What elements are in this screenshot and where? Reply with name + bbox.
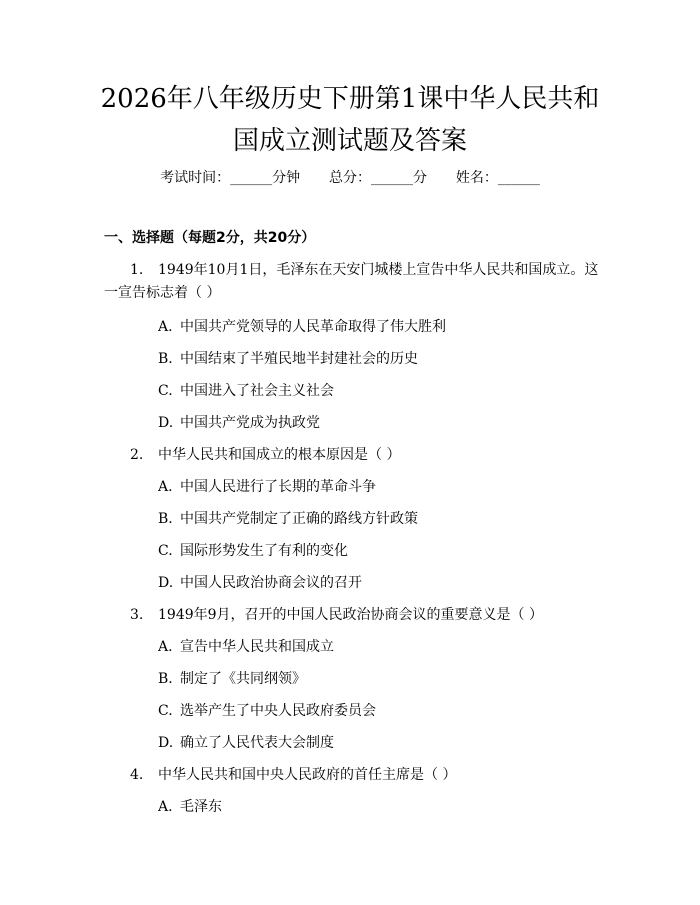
question-1-option-d xyxy=(158,412,320,434)
option-letter: C. xyxy=(158,383,173,399)
option-text: 制定了《共同纲领》 xyxy=(180,671,306,687)
option-letter: A. xyxy=(158,639,173,655)
document-title xyxy=(60,78,640,162)
option-text: 毛泽东 xyxy=(180,799,222,815)
option-text: 中国共产党成为执政党 xyxy=(180,415,320,431)
option-text: 宣告中华人民共和国成立 xyxy=(180,639,334,655)
exam-info-line xyxy=(0,168,700,188)
option-text: 选举产生了中央人民政府委员会 xyxy=(180,703,376,719)
question-2-option-b xyxy=(158,508,418,530)
option-letter: A. xyxy=(158,479,173,495)
option-letter: D. xyxy=(158,415,174,431)
question-text: 1949年9月，召开的中国人民政治协商会议的重要意义是（ ） xyxy=(158,607,543,623)
student-name-label: 姓名：______ xyxy=(455,170,540,186)
question-text: 中华人民共和国中央人民政府的首任主席是（ ） xyxy=(158,767,457,783)
question-number: 3. xyxy=(130,607,144,623)
option-text: 中国结束了半殖民地半封建社会的历史 xyxy=(180,351,418,367)
question-text: 1949年10月1日，毛泽东在天安门城楼上宣告中华人民共和国成立。这 xyxy=(158,262,599,278)
title-line-1: 2026年八年级历史下册第1课中华人民共和 xyxy=(100,84,600,114)
question-text: 中华人民共和国成立的根本原因是（ ） xyxy=(158,447,401,463)
option-text: 中国进入了社会主义社会 xyxy=(180,383,334,399)
question-3-option-b xyxy=(158,668,306,690)
option-text: 中国人民政治协商会议的召开 xyxy=(180,575,362,591)
option-letter: B. xyxy=(158,511,173,527)
question-number: 1. xyxy=(130,262,144,278)
title-line-2: 国成立测试题及答案 xyxy=(232,126,467,156)
question-1-option-b xyxy=(158,348,418,370)
option-letter: B. xyxy=(158,671,173,687)
question-1-continuation: 一宣告标志着（ ） xyxy=(104,285,221,301)
option-text: 中国人民进行了长期的革命斗争 xyxy=(180,479,376,495)
option-text: 中国共产党制定了正确的路线方针政策 xyxy=(180,511,418,527)
question-1-option-c xyxy=(158,380,334,402)
question-2-option-a xyxy=(158,476,376,498)
option-text: 国际形势发生了有利的变化 xyxy=(180,543,348,559)
question-1-option-a xyxy=(158,316,446,338)
question-number: 4. xyxy=(130,767,144,783)
option-letter: A. xyxy=(158,319,173,335)
option-letter: C. xyxy=(158,703,173,719)
question-4-option-a xyxy=(158,796,222,818)
question-3-option-c xyxy=(158,700,376,722)
question-3-option-d xyxy=(158,732,334,754)
question-3-option-a xyxy=(158,636,334,658)
option-letter: B. xyxy=(158,351,173,367)
option-letter: C. xyxy=(158,543,173,559)
question-number: 2. xyxy=(130,447,144,463)
option-letter: D. xyxy=(158,575,174,591)
total-score-label: 总分：______分 xyxy=(329,170,427,186)
question-2-option-d xyxy=(158,572,362,594)
option-text: 中国共产党领导的人民革命取得了伟大胜利 xyxy=(180,319,446,335)
question-2-option-c xyxy=(158,540,348,562)
option-letter: D. xyxy=(158,735,174,751)
section-title: 一、选择题（每题2分，共20分） xyxy=(104,230,316,246)
option-text: 确立了人民代表大会制度 xyxy=(180,735,334,751)
option-letter: A. xyxy=(158,799,173,815)
exam-time-label: 考试时间：______分钟 xyxy=(160,170,301,186)
